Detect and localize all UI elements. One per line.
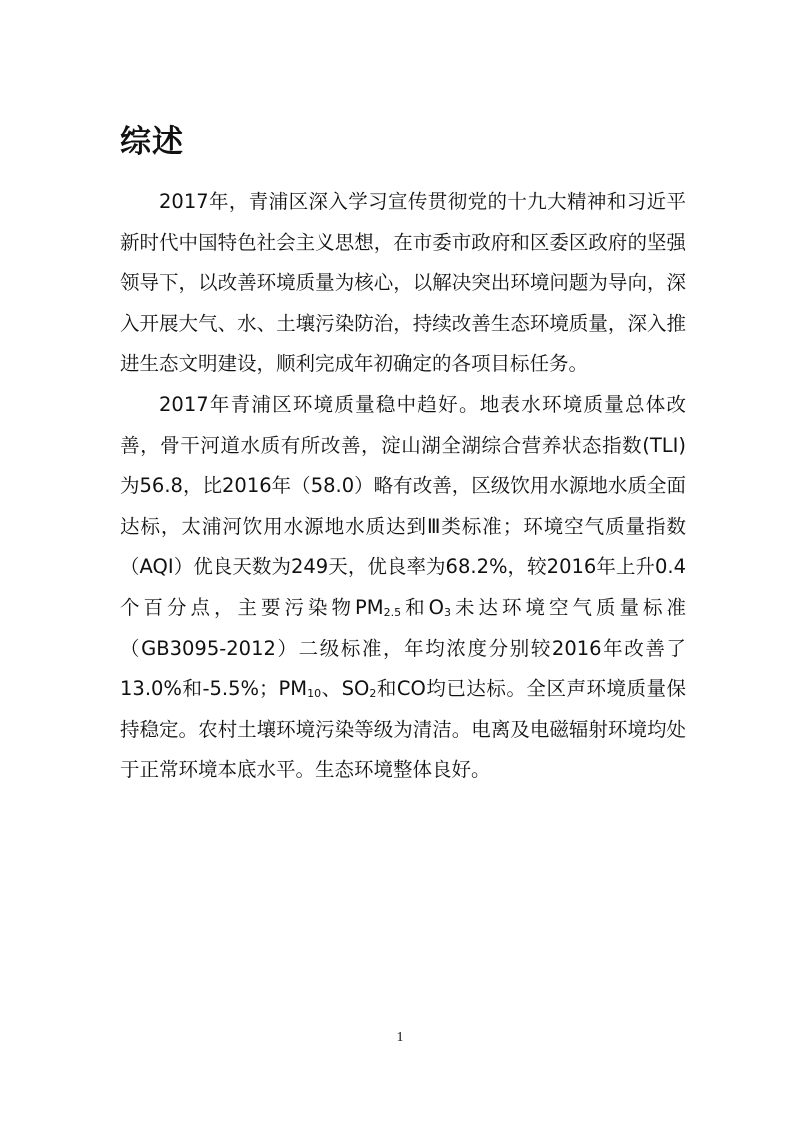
body-text bbox=[120, 182, 686, 791]
subscript-pm10: 10 bbox=[307, 687, 322, 701]
page-heading: 综述 bbox=[120, 124, 184, 160]
paragraph-text: 2017年青浦区环境质量稳中趋好。地表水环境质量总体改善，骨干河道水质有所改善，淀山湖全湖综合营养状态指数(TLI)为56.8，比2016年（58.0）略有改善，区级饮用水源地水质全面达标，太浦河饮用水源地水质达到Ⅲ类标准；环境空气质量指数（AQI）优良天数为249天，优良率为68.2%，较2016年上升0.4个百分点，主要污染物PM bbox=[120, 392, 686, 619]
paragraph-text: 未达环境空气质量标准（GB3095-2012）二级标准，年均浓度分别较2016年改善了13.0%和-5.5%；PM bbox=[120, 595, 686, 701]
paragraph-overview: 2017年，青浦区深入学习宣传贯彻党的十九大精神和习近平新时代中国特色社会主义思想，在市委市政府和区委区政府的坚强领导下，以改善环境质量为核心，以解决突出环境问题为导向，深入开展大气、水、土壤污染防治，持续改善生态环境质量，深入推进生态文明建设，顺利完成年初确定的各项目标任务。 bbox=[120, 190, 686, 376]
paragraph-environment-quality bbox=[120, 385, 686, 791]
subscript-o3: 3 bbox=[443, 605, 451, 619]
subscript-so2: 2 bbox=[369, 687, 377, 701]
subscript-pm25: 2.5 bbox=[383, 605, 402, 619]
paragraph-text: 、SO bbox=[321, 677, 370, 701]
paragraph-text: 和O bbox=[401, 595, 444, 619]
page-number: 1 bbox=[396, 1030, 404, 1045]
paragraph-text: 和CO均已达标。全区声环境质量保持稳定。农村土壤环境污染等级为清洁。电离及电磁辐射环境均处于正常环境本底水平。生态环境整体良好。 bbox=[120, 677, 687, 782]
